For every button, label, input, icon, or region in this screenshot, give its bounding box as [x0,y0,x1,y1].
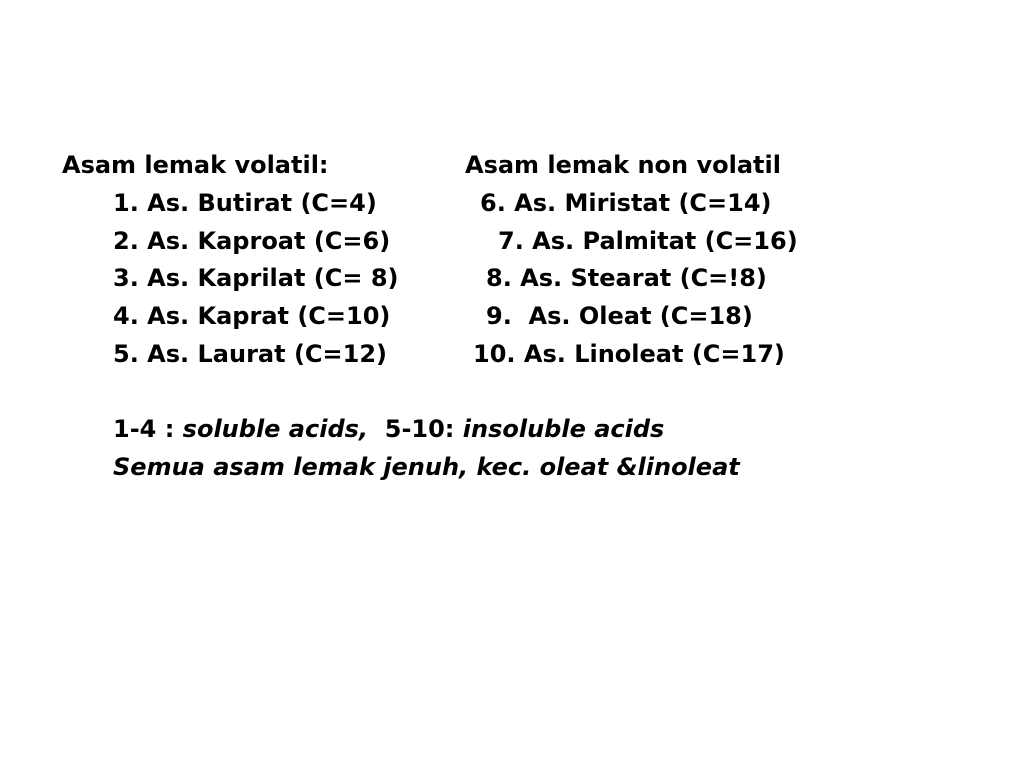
non-volatile-acid-item: 7. As. Palmitat (C=16) [498,227,798,255]
volatile-acid-item: 5. As. Laurat (C=12) [113,340,387,368]
volatile-acid-item: 4. As. Kaprat (C=10) [113,302,391,330]
volatile-acid-item: 1. As. Butirat (C=4) [113,189,377,217]
insoluble-label: insoluble acids [462,415,665,443]
volatile-acid-item: 3. As. Kaprilat (C= 8) [113,264,399,292]
non-volatile-acid-item: 8. As. Stearat (C=!8) [486,264,767,292]
non-volatile-header: Asam lemak non volatil [465,151,781,179]
insoluble-range: 5-10: [368,415,463,443]
volatile-acid-item: 2. As. Kaproat (C=6) [113,227,391,255]
soluble-label: soluble acids, [182,415,369,443]
soluble-range: 1-4 : [113,415,183,443]
non-volatile-acid-item: 6. As. Miristat (C=14) [480,189,772,217]
non-volatile-acid-item: 9. As. Oleat (C=18) [486,302,753,330]
non-volatile-acid-item: 10. As. Linoleat (C=17) [473,340,785,368]
solubility-note [113,414,664,444]
saturation-note: Semua asam lemak jenuh, kec. oleat &linoleat [113,453,740,481]
volatile-header: Asam lemak volatil: [62,151,329,179]
